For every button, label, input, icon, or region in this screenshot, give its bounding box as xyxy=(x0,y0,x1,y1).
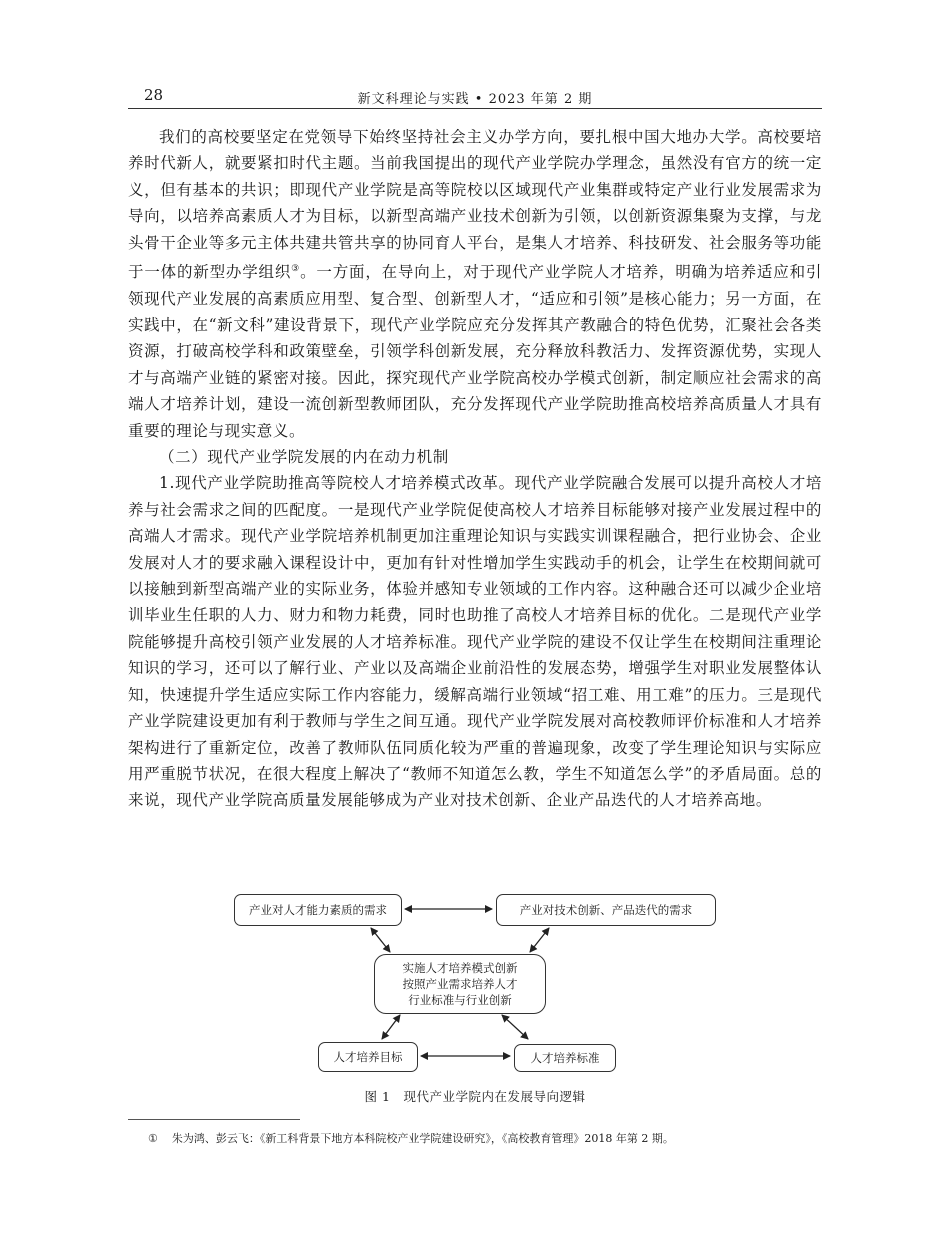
running-header xyxy=(128,86,822,109)
arrow-top-right-to-center xyxy=(530,928,549,952)
box-talent-demand: 产业对人才能力素质的需求 xyxy=(234,894,402,926)
arrow-top-left-to-center xyxy=(371,928,390,952)
figure-caption: 图 1 现代产业学院内在发展导向逻辑 xyxy=(364,1089,586,1104)
footnote-text: 朱为鸿、彭云飞：《新工科背景下地方本科院校产业学院建设研究》，《高校教育管理》2018 年第 2 期。 xyxy=(171,1132,674,1145)
box-tech-demand: 产业对技术创新、产品迭代的需求 xyxy=(496,894,716,926)
paragraph-text: 我们的高校要坚定在党领导下始终坚持社会主义办学方向，要扎根中国大地办大学。高校要培养时代新人，就要紧扣时代主题。当前我国提出的现代产业学院办学理念，虽然没有官方的统一定义，但有基本的共识；即现代产业学院是高等院校以区域现代产业集群或特定产业行业发展需求为导向，以培养高素质人才为目标，以新型高端产业技术创新为引领，以创新资源集聚为支撑，与龙头骨干企业等多元主体共建共管共享的协同育人平台，是集人才培养、科技研发、社会服务等功能于一体的新型办学组织 xyxy=(128,128,822,282)
arrow-center-to-bottom-right xyxy=(502,1015,528,1039)
article-body xyxy=(128,124,822,814)
box-line: 按照产业需求培养人才 xyxy=(402,977,518,991)
paragraph-text: 。一方面，在导向上，对于现代产业学院人才培养，明确为培养适应和引领现代产业发展的高素质应用型、复合型、创新型人才，“适应和引领”是核心能力；另一方面，在实践中，在“新文科”建设背景下，现代产业学院应充分发挥其产教融合的特色优势，汇聚社会各类资源，打破高校学科和政策壁垒，引领学科创新发展，充分释放科教活力、发挥资源优势，实现人才与高端产业链的紧密对接。因此，探究现代产业学院高校办学模式创新，制定顺应社会需求的高端人才培养计划，建设一流创新型教师团队，充分发挥现代产业学院助推高校培养高质量人才具有重要的理论与现实意义。 xyxy=(128,263,822,440)
box-training-standards: 人才培养标准 xyxy=(514,1044,616,1072)
footnote xyxy=(148,1130,674,1146)
footnote-marker: ① xyxy=(148,1132,158,1145)
footnote-divider xyxy=(128,1119,300,1120)
box-line: 行业标准与行业创新 xyxy=(408,993,512,1007)
journal-title: 新文科理论与实践 • 2023 年第 2 期 xyxy=(357,92,593,107)
section-heading: （二）现代产业学院发展的内在动力机制 xyxy=(159,448,449,467)
arrow-center-to-bottom-left xyxy=(382,1015,400,1039)
box-line: 实施人才培养模式创新 xyxy=(402,961,518,975)
footnote-reference: ③ xyxy=(291,264,301,275)
box-training-goals: 人才培养目标 xyxy=(318,1042,418,1072)
page-number: 28 xyxy=(144,86,164,104)
paragraph: 1.现代产业学院助推高等院校人才培养模式改革。现代产业学院融合发展可以提升高校人才培养与社会需求之间的匹配度。一是现代产业学院促使高校人才培养目标能够对接产业发展过程中的高端人才需求。现代产业学院培养机制更加注重理论知识与实践实训课程融合，把行业协会、企业发展对人才的要求融入课程设计中，更加有针对性增加学生实践动手的机会，让学生在校期间就可以接触到新型高端产业的实际业务，体验并感知专业领域的工作内容。这种融合还可以减少企业培训毕业生任职的人力、财力和物力耗费，同时也助推了高校人才培养目标的优化。二是现代产业学院能够提升高校引领产业发展的人才培养标准。现代产业学院的建设不仅让学生在校期间注重理论知识的学习，还可以了解行业、产业以及高端企业前沿性的发展态势，增强学生对职业发展整体认知，快速提升学生适应实际工作内容能力，缓解高端行业领域“招工难、用工难”的压力。三是现代产业学院建设更加有利于教师与学生之间互通。现代产业学院发展对高校教师评价标准和人才培养架构进行了重新定位，改善了教师队伍同质化较为严重的普遍现象，改变了学生理论知识与实际应用严重脱节状况，在很大程度上解决了“教师不知道怎么教，学生不知道怎么学”的矛盾局面。总的来说，现代产业学院高质量发展能够成为产业对技术创新、企业产品迭代的人才培养高地。 xyxy=(128,474,822,810)
box-talent-training-innovation xyxy=(374,954,546,1014)
paragraph xyxy=(128,124,822,444)
